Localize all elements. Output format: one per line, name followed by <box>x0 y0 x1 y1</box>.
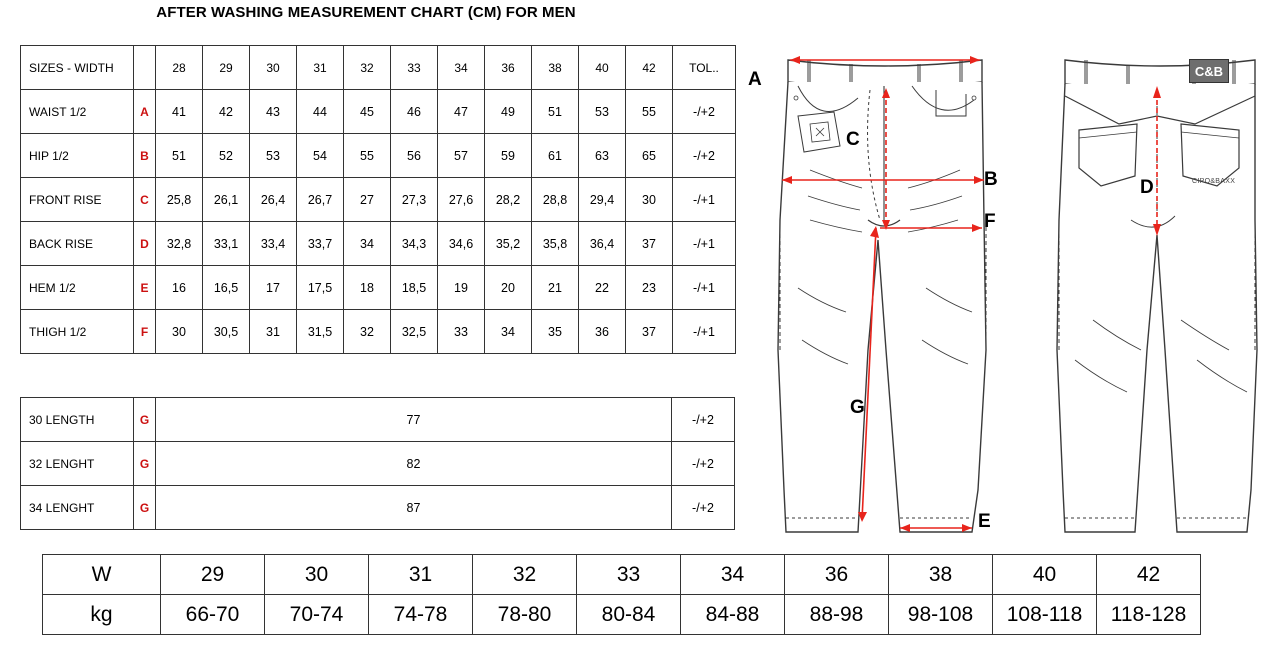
cell: 23 <box>626 266 673 310</box>
cell: 38 <box>889 555 993 595</box>
row-tolerance: -/+1 <box>673 266 736 310</box>
cell: 43 <box>250 90 297 134</box>
cell: 17 <box>250 266 297 310</box>
cell: 36,4 <box>579 222 626 266</box>
header-cell-30: 30 <box>250 46 297 90</box>
cell: 27,3 <box>391 178 438 222</box>
header-cell-34: 34 <box>438 46 485 90</box>
marker-label-f: F <box>984 211 996 232</box>
cell: 34 <box>485 310 532 354</box>
cell: 33 <box>438 310 485 354</box>
cell: 27 <box>344 178 391 222</box>
cell: 35,2 <box>485 222 532 266</box>
row-tolerance: -/+2 <box>672 486 735 530</box>
row-code: A <box>134 90 156 134</box>
jeans-illustration <box>740 20 1280 540</box>
cell: 34,6 <box>438 222 485 266</box>
cell: 33,1 <box>203 222 250 266</box>
cell: 33,4 <box>250 222 297 266</box>
cell: 34 <box>681 555 785 595</box>
cell: 45 <box>344 90 391 134</box>
cell: 18,5 <box>391 266 438 310</box>
cell: 30 <box>156 310 203 354</box>
cell: 57 <box>438 134 485 178</box>
row-code: E <box>134 266 156 310</box>
row-code: G <box>134 442 156 486</box>
row-tolerance: -/+2 <box>673 90 736 134</box>
cell: 34,3 <box>391 222 438 266</box>
cell: 29 <box>161 555 265 595</box>
cell: 70-74 <box>265 595 369 635</box>
cell: 21 <box>532 266 579 310</box>
cell: 80-84 <box>577 595 681 635</box>
length-table <box>20 397 735 530</box>
row-tolerance: -/+1 <box>673 310 736 354</box>
row-label: 30 LENGTH <box>21 398 134 442</box>
row-code: G <box>134 398 156 442</box>
cell: 66-70 <box>161 595 265 635</box>
page-title: AFTER WASHING MEASUREMENT CHART (CM) FOR MEN <box>156 4 576 21</box>
table-row <box>21 134 736 178</box>
marker-label-b: B <box>984 169 998 190</box>
cell: 78-80 <box>473 595 577 635</box>
cell: 22 <box>579 266 626 310</box>
cell: 36 <box>579 310 626 354</box>
header-cell-tolerance: TOL.. <box>673 46 736 90</box>
table-row <box>21 90 736 134</box>
cell: 53 <box>579 90 626 134</box>
header-cell-32: 32 <box>344 46 391 90</box>
cell: 63 <box>579 134 626 178</box>
cell: 37 <box>626 222 673 266</box>
cell: 29,4 <box>579 178 626 222</box>
cell: 47 <box>438 90 485 134</box>
table-row <box>21 398 735 442</box>
row-label: 32 LENGHT <box>21 442 134 486</box>
row-value: 77 <box>156 398 672 442</box>
weight-table <box>42 554 1201 635</box>
header-cell-42: 42 <box>626 46 673 90</box>
row-tolerance: -/+2 <box>673 134 736 178</box>
cell: 51 <box>156 134 203 178</box>
header-cell-33: 33 <box>391 46 438 90</box>
pocket-brand-tag: CIPO&BAXX <box>1192 178 1236 185</box>
measurement-table <box>20 45 736 354</box>
cell: 33,7 <box>297 222 344 266</box>
cell: 18 <box>344 266 391 310</box>
marker-label-e: E <box>978 511 991 532</box>
cell: 74-78 <box>369 595 473 635</box>
row-label: THIGH 1/2 <box>21 310 134 354</box>
row-tolerance: -/+1 <box>673 222 736 266</box>
cell: 16 <box>156 266 203 310</box>
row-label: W <box>43 555 161 595</box>
cell: 32 <box>344 310 391 354</box>
header-cell-40: 40 <box>579 46 626 90</box>
cell: 26,1 <box>203 178 250 222</box>
cell: 51 <box>532 90 579 134</box>
row-code: D <box>134 222 156 266</box>
row-tolerance: -/+1 <box>673 178 736 222</box>
cell: 56 <box>391 134 438 178</box>
marker-label-c: C <box>846 129 860 150</box>
cell: 32,5 <box>391 310 438 354</box>
cell: 28,2 <box>485 178 532 222</box>
cell: 65 <box>626 134 673 178</box>
cell: 55 <box>626 90 673 134</box>
cell: 61 <box>532 134 579 178</box>
row-label: BACK RISE <box>21 222 134 266</box>
table-row <box>21 222 736 266</box>
jeans-front-view <box>750 20 1020 540</box>
table-row <box>21 486 735 530</box>
cell: 28,8 <box>532 178 579 222</box>
header-cell-36: 36 <box>485 46 532 90</box>
cell: 36 <box>785 555 889 595</box>
cell: 42 <box>1097 555 1201 595</box>
table-row <box>21 310 736 354</box>
row-label: HIP 1/2 <box>21 134 134 178</box>
row-code: G <box>134 486 156 530</box>
cell: 55 <box>344 134 391 178</box>
cell: 46 <box>391 90 438 134</box>
cell: 31 <box>369 555 473 595</box>
cell: 30 <box>626 178 673 222</box>
cell: 26,7 <box>297 178 344 222</box>
cell: 16,5 <box>203 266 250 310</box>
cell: 52 <box>203 134 250 178</box>
cell: 35 <box>532 310 579 354</box>
cell: 35,8 <box>532 222 579 266</box>
row-code: C <box>134 178 156 222</box>
row-label: kg <box>43 595 161 635</box>
row-label: HEM 1/2 <box>21 266 134 310</box>
cell: 25,8 <box>156 178 203 222</box>
cell: 108-118 <box>993 595 1097 635</box>
header-cell-code <box>134 46 156 90</box>
cell: 37 <box>626 310 673 354</box>
table-row <box>43 555 1201 595</box>
brand-badge: C&B <box>1189 59 1229 83</box>
row-code: B <box>134 134 156 178</box>
header-cell-29: 29 <box>203 46 250 90</box>
header-cell-31: 31 <box>297 46 344 90</box>
cell: 40 <box>993 555 1097 595</box>
cell: 53 <box>250 134 297 178</box>
row-code: F <box>134 310 156 354</box>
row-tolerance: -/+2 <box>672 398 735 442</box>
cell: 54 <box>297 134 344 178</box>
jeans-back-view <box>1035 20 1283 540</box>
cell: 26,4 <box>250 178 297 222</box>
cell: 88-98 <box>785 595 889 635</box>
header-cell-38: 38 <box>532 46 579 90</box>
row-value: 82 <box>156 442 672 486</box>
cell: 30 <box>265 555 369 595</box>
table-header-row <box>21 46 736 90</box>
cell: 59 <box>485 134 532 178</box>
cell: 34 <box>344 222 391 266</box>
cell: 49 <box>485 90 532 134</box>
row-label: WAIST 1/2 <box>21 90 134 134</box>
table-row <box>21 442 735 486</box>
cell: 84-88 <box>681 595 785 635</box>
marker-label-a: A <box>748 69 762 90</box>
row-label: 34 LENGHT <box>21 486 134 530</box>
cell: 31 <box>250 310 297 354</box>
row-tolerance: -/+2 <box>672 442 735 486</box>
cell: 31,5 <box>297 310 344 354</box>
header-cell-28: 28 <box>156 46 203 90</box>
cell: 118-128 <box>1097 595 1201 635</box>
cell: 44 <box>297 90 344 134</box>
cell: 32,8 <box>156 222 203 266</box>
row-label: FRONT RISE <box>21 178 134 222</box>
cell: 30,5 <box>203 310 250 354</box>
cell: 33 <box>577 555 681 595</box>
cell: 17,5 <box>297 266 344 310</box>
table-row <box>21 178 736 222</box>
table-row <box>43 595 1201 635</box>
cell: 98-108 <box>889 595 993 635</box>
cell: 19 <box>438 266 485 310</box>
row-value: 87 <box>156 486 672 530</box>
marker-label-g: G <box>850 397 865 418</box>
marker-label-d: D <box>1140 177 1154 198</box>
header-cell-sizes: SIZES - WIDTH <box>21 46 134 90</box>
cell: 20 <box>485 266 532 310</box>
cell: 42 <box>203 90 250 134</box>
table-row <box>21 266 736 310</box>
cell: 32 <box>473 555 577 595</box>
cell: 27,6 <box>438 178 485 222</box>
cell: 41 <box>156 90 203 134</box>
